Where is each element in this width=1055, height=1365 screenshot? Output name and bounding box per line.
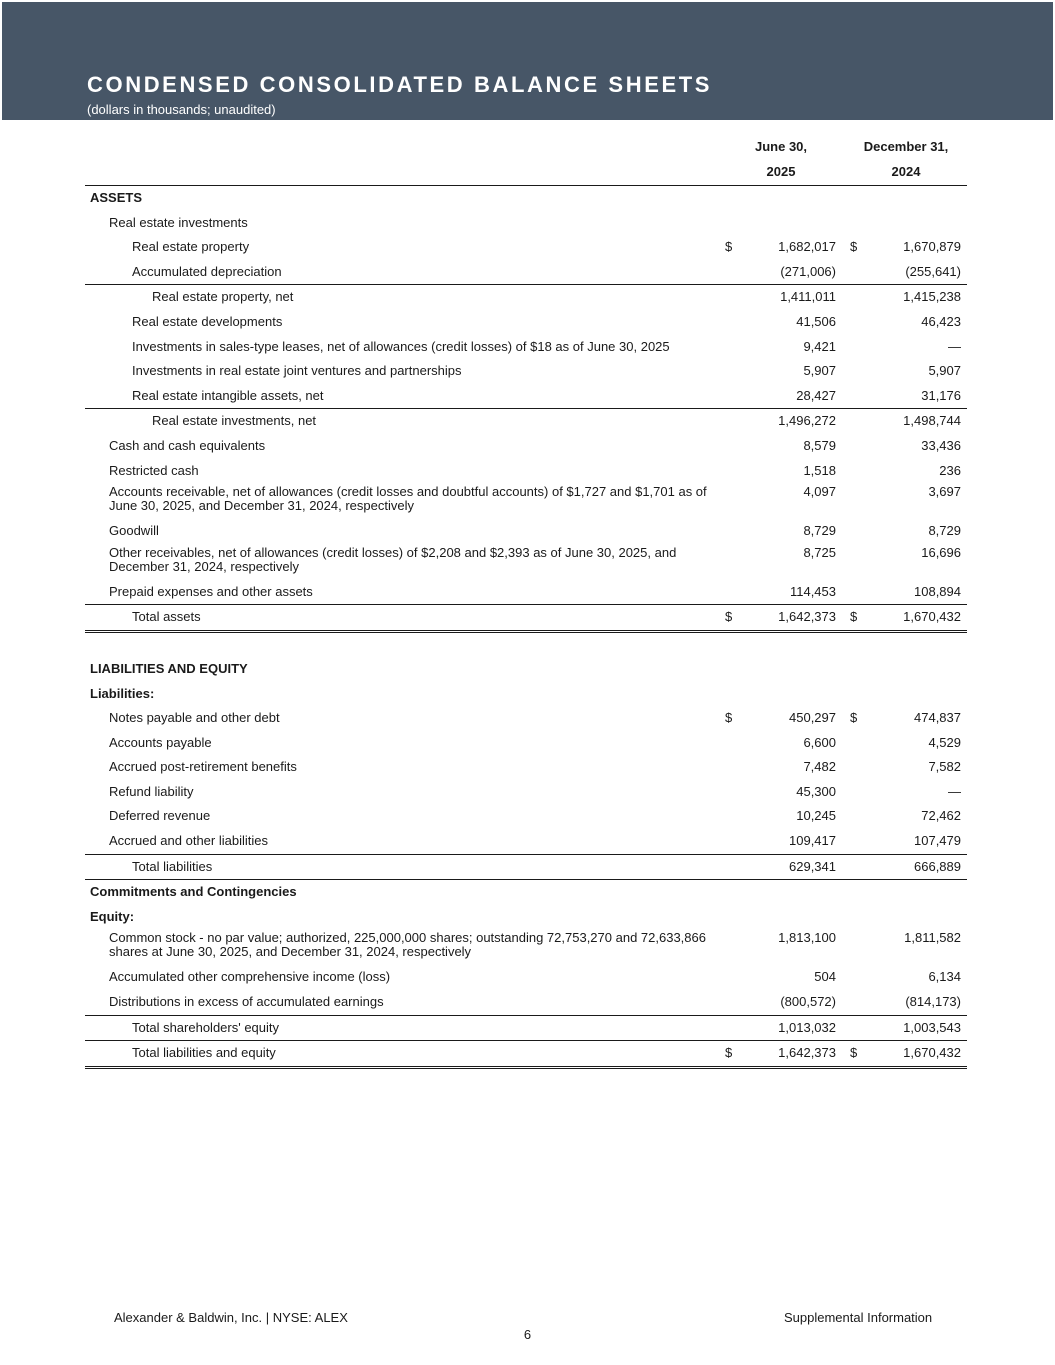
table-row xyxy=(85,260,967,285)
row-label: Total shareholders' equity xyxy=(132,1019,280,1035)
row-label: Total assets xyxy=(132,609,201,625)
currency-symbol-a: $ xyxy=(725,609,733,625)
row-label: Commitments and Contingencies xyxy=(90,884,297,900)
table-row xyxy=(85,604,967,633)
table-row xyxy=(85,235,967,260)
value-december-2024: 8,729 xyxy=(928,523,961,539)
value-june-2025: 8,579 xyxy=(803,437,836,453)
row-label: Common stock - no par value; authorized, 225,000,000 shares; outstanding 72,753,270 and 72,633,866 shares at June 30, 2025, and December 31, 2024, respectively xyxy=(109,930,706,960)
table-row xyxy=(85,483,967,519)
row-label: Refund liability xyxy=(109,783,194,799)
value-december-2024: 1,415,238 xyxy=(903,289,961,305)
value-december-2024: 4,529 xyxy=(928,734,961,750)
currency-symbol-a: $ xyxy=(725,239,733,255)
value-december-2024: 1,811,582 xyxy=(904,930,961,946)
table-row xyxy=(85,284,967,310)
value-june-2025: 1,013,032 xyxy=(778,1019,836,1035)
table-row xyxy=(85,905,967,930)
row-label: Accrued and other liabilities xyxy=(109,833,268,849)
table-row xyxy=(85,459,967,484)
value-december-2024: 1,670,432 xyxy=(903,1045,961,1061)
value-june-2025: 45,300 xyxy=(796,783,836,799)
value-june-2025: 28,427 xyxy=(796,387,836,403)
table-row xyxy=(85,804,967,829)
row-label: Accounts receivable, net of allowances (credit losses and doubtful accounts) of $1,727 and $1,701 as of June 30, 2025, and December 31, 2024, respectively xyxy=(109,484,707,514)
value-december-2024: 1,670,432 xyxy=(903,609,961,625)
value-june-2025: 629,341 xyxy=(789,858,836,874)
table-row xyxy=(85,335,967,360)
table-row xyxy=(85,408,967,434)
value-june-2025: 8,729 xyxy=(803,523,836,539)
table-row xyxy=(85,965,967,990)
value-june-2025: 1,518 xyxy=(803,462,836,478)
table-row xyxy=(85,211,967,236)
row-label: Other receivables, net of allowances (credit losses) of $2,208 and $2,393 as of June 30, 2025, and December 31, 2024, respectively xyxy=(109,544,677,574)
row-label: Total liabilities and equity xyxy=(132,1045,276,1061)
balance-sheet-table xyxy=(85,135,967,1069)
table-row xyxy=(85,434,967,459)
table-row xyxy=(85,359,967,384)
row-label: Restricted cash xyxy=(109,462,199,478)
value-june-2025: (800,572) xyxy=(780,994,836,1010)
value-june-2025: 5,907 xyxy=(803,363,836,379)
row-label: Distributions in excess of accumulated earnings xyxy=(109,994,384,1010)
table-row xyxy=(85,544,967,580)
value-december-2024: 236 xyxy=(939,462,961,478)
value-december-2024: 31,176 xyxy=(921,387,961,403)
table-row xyxy=(85,879,967,905)
footer-company: Alexander & Baldwin, Inc. | NYSE: ALEX xyxy=(114,1310,348,1325)
value-december-2024: 107,479 xyxy=(914,833,961,849)
table-body xyxy=(85,186,967,1069)
table-row xyxy=(85,580,967,605)
value-december-2024: — xyxy=(948,338,961,354)
row-label: Accrued post-retirement benefits xyxy=(109,759,297,775)
value-june-2025: 1,813,100 xyxy=(778,930,836,946)
page-number: 6 xyxy=(523,1327,532,1342)
table-row xyxy=(85,731,967,756)
value-june-2025: 1,496,272 xyxy=(778,413,836,429)
row-label: Liabilities: xyxy=(90,685,155,701)
column-header-row xyxy=(85,135,967,186)
row-spacer xyxy=(85,633,967,657)
value-june-2025: 8,725 xyxy=(803,544,836,560)
value-december-2024: 1,670,879 xyxy=(903,239,961,255)
footer-section: Supplemental Information xyxy=(784,1310,933,1325)
currency-symbol-b: $ xyxy=(850,239,858,255)
row-label: Goodwill xyxy=(109,523,159,539)
row-label: Real estate intangible assets, net xyxy=(132,387,324,403)
row-label: Investments in sales-type leases, net of allowances (credit losses) of $18 as of June 30, 2025 xyxy=(132,338,670,354)
value-december-2024: — xyxy=(948,783,961,799)
row-label: Deferred revenue xyxy=(109,808,211,824)
value-june-2025: 41,506 xyxy=(796,313,836,329)
value-december-2024: (255,641) xyxy=(905,263,961,279)
row-label: Total liabilities xyxy=(132,858,213,874)
currency-symbol-b: $ xyxy=(850,710,858,726)
row-label: Real estate investments, net xyxy=(152,413,317,429)
value-june-2025: 114,453 xyxy=(789,583,836,599)
value-december-2024: 16,696 xyxy=(921,544,961,560)
table-row xyxy=(85,310,967,335)
table-row xyxy=(85,755,967,780)
row-label: Real estate property xyxy=(132,239,250,255)
column-header-june-line1: June 30, xyxy=(754,139,808,154)
table-row xyxy=(85,780,967,805)
row-label: Accumulated other comprehensive income (loss) xyxy=(109,969,391,985)
table-row xyxy=(85,519,967,544)
value-june-2025: 1,642,373 xyxy=(778,1045,836,1061)
page-subtitle: (dollars in thousands; unaudited) xyxy=(87,102,276,117)
column-header-december-line2: 2024 xyxy=(891,164,921,179)
table-row xyxy=(85,854,967,880)
row-label: Accounts payable xyxy=(109,734,212,750)
table-row xyxy=(85,706,967,731)
value-december-2024: 1,498,744 xyxy=(903,413,961,429)
value-december-2024: 108,894 xyxy=(914,583,961,599)
table-row xyxy=(85,682,967,707)
value-december-2024: 72,462 xyxy=(921,808,961,824)
row-label: Investments in real estate joint ventures and partnerships xyxy=(132,363,462,379)
table-row xyxy=(85,990,967,1015)
row-label: Notes payable and other debt xyxy=(109,710,280,726)
table-row xyxy=(85,384,967,409)
column-header-december-line1: December 31, xyxy=(863,139,949,154)
value-june-2025: (271,006) xyxy=(780,263,836,279)
table-row xyxy=(85,657,967,682)
table-row xyxy=(85,1040,967,1069)
value-june-2025: 1,642,373 xyxy=(778,609,836,625)
value-december-2024: 666,889 xyxy=(914,858,961,874)
value-june-2025: 7,482 xyxy=(803,759,836,775)
value-december-2024: 46,423 xyxy=(921,313,961,329)
row-label: ASSETS xyxy=(90,190,143,205)
row-label: Equity: xyxy=(90,908,135,924)
value-december-2024: 3,697 xyxy=(928,484,961,500)
value-june-2025: 10,245 xyxy=(796,808,836,824)
header-band xyxy=(2,2,1053,120)
currency-symbol-b: $ xyxy=(850,1045,858,1061)
value-december-2024: 6,134 xyxy=(928,969,961,985)
currency-symbol-a: $ xyxy=(725,1045,733,1061)
value-december-2024: 7,582 xyxy=(928,759,961,775)
value-december-2024: 33,436 xyxy=(921,437,961,453)
value-june-2025: 4,097 xyxy=(803,484,836,500)
row-label: Cash and cash equivalents xyxy=(109,437,266,453)
row-label: LIABILITIES AND EQUITY xyxy=(90,660,248,676)
value-june-2025: 6,600 xyxy=(803,734,836,750)
row-label: Accumulated depreciation xyxy=(132,263,282,279)
row-label: Real estate investments xyxy=(109,214,248,230)
value-june-2025: 109,417 xyxy=(789,833,836,849)
value-june-2025: 1,411,011 xyxy=(780,289,836,305)
row-label: Real estate property, net xyxy=(152,289,294,305)
table-row xyxy=(85,929,967,965)
row-label: Real estate developments xyxy=(132,313,283,329)
value-june-2025: 9,421 xyxy=(803,338,836,354)
column-header-june-line2: 2025 xyxy=(766,164,796,179)
row-label: Prepaid expenses and other assets xyxy=(109,583,313,599)
currency-symbol-a: $ xyxy=(725,710,733,726)
value-june-2025: 1,682,017 xyxy=(778,239,836,255)
table-row xyxy=(85,186,967,211)
value-december-2024: (814,173) xyxy=(905,994,961,1010)
page-title: CONDENSED CONSOLIDATED BALANCE SHEETS xyxy=(87,72,713,97)
value-december-2024: 474,837 xyxy=(914,710,961,726)
value-june-2025: 504 xyxy=(814,969,836,985)
table-row xyxy=(85,1015,967,1041)
value-june-2025: 450,297 xyxy=(789,710,836,726)
table-row xyxy=(85,829,967,854)
currency-symbol-b: $ xyxy=(850,609,858,625)
value-december-2024: 5,907 xyxy=(928,363,961,379)
value-december-2024: 1,003,543 xyxy=(903,1019,961,1035)
